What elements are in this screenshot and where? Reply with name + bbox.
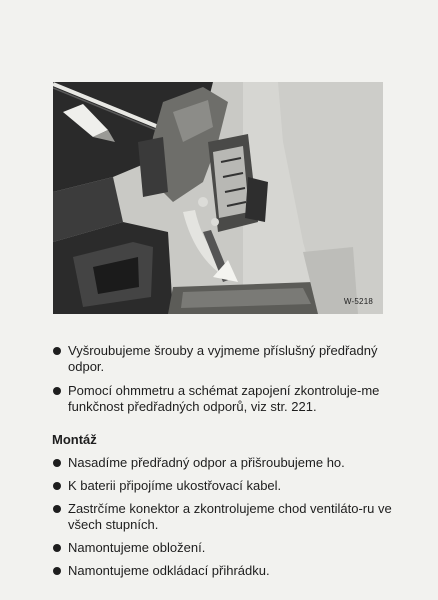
- list-item: [52, 563, 412, 579]
- assembly-steps-list: [52, 455, 412, 586]
- figure-code: W-5218: [343, 297, 373, 306]
- section-heading: Montáž: [52, 432, 97, 447]
- list-item: [52, 383, 412, 415]
- resistor-photo: [53, 82, 383, 314]
- list-item: [52, 478, 412, 494]
- step-text: Namontujeme obložení.: [68, 540, 206, 555]
- step-text: Pomocí ohmmetru a schémat zapojení zkontroluje-me funkčnost předřadných odporů, viz str. 221.: [68, 383, 380, 414]
- bullet-icon: [53, 387, 61, 395]
- bullet-icon: [53, 459, 61, 467]
- bullet-icon: [53, 347, 61, 355]
- bullet-icon: [53, 544, 61, 552]
- bullet-icon: [53, 505, 61, 513]
- step-text: K baterii připojíme ukostřovací kabel.: [68, 478, 282, 493]
- step-text: Nasadíme předřadný odpor a přišroubujeme ho.: [68, 455, 345, 470]
- list-item: [52, 343, 412, 375]
- photo-figure: [53, 82, 383, 314]
- removal-steps-list: [52, 343, 412, 415]
- list-item: [52, 501, 412, 533]
- step-text: Namontujeme odkládací přihrádku.: [68, 563, 270, 578]
- step-text: Zastrčíme konektor a zkontrolujeme chod ventiláto-ru ve všech stupních.: [68, 501, 392, 532]
- list-item: [52, 540, 412, 556]
- bullet-icon: [53, 567, 61, 575]
- bullet-icon: [53, 482, 61, 490]
- list-item: [52, 455, 412, 471]
- step-text: Vyšroubujeme šrouby a vyjmeme příslušný předřadný odpor.: [68, 343, 378, 374]
